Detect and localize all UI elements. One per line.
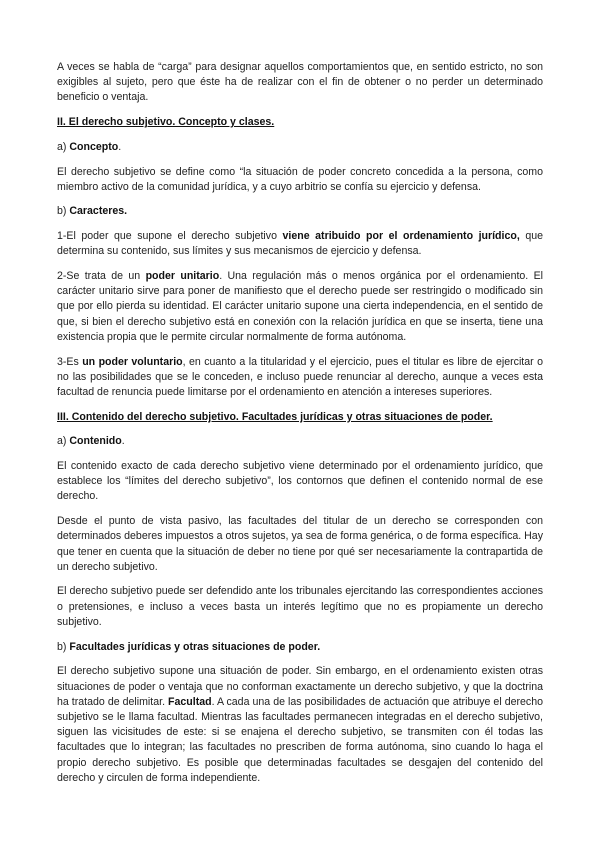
facultades-paragraph: El derecho subjetivo supone una situación de poder. Sin embargo, en el ordenamiento existen otras situaciones de poder o ventaja que no conforman exactamente un derecho subjetivo, y que la doctrina ha tratado de delimitar. Facultad. A cada una de las posibilidades de actuación que atribuye el derecho subjetivo se le llama facultad. Mientras las facultades permanecen integradas en el derecho subjetivo, siguen las vicisitudes de este: si se enajena el derecho subjetivo, se transmiten con él todas las facultades que lo integran; las facultades no prescriben de forma autónoma, sino cuando lo haga el propio derecho subjetivo. Es posible que determinadas facultades se desgajen del contenido del derecho y circulen de forma independiente. [57, 665, 543, 784]
subsection-concepto-title: a) Concepto. [57, 140, 122, 153]
subsection-facultades-title: b) Facultades jurídicas y otras situaciones de poder. [57, 640, 321, 653]
contenido-paragraph-3: El derecho subjetivo puede ser defendido ante los tribunales ejercitando las correspondientes acciones o pretensiones, e incluso a veces basta un interés legítimo que no es propiamente un derecho subjetivo. [57, 585, 543, 628]
contenido-paragraph-2: Desde el punto de vista pasivo, las facultades del titular de un derecho se corresponden con determinados deberes impuestos a otros sujetos, ya sea de forma genérica, o de forma específica. Hay que tener en cuenta que la situación de deber no tiene por qué ser necesariamente la contrapartida de un derecho subjetivo. [57, 515, 543, 573]
caracter-3-paragraph: 3-Es un poder voluntario, en cuanto a la titularidad y el ejercicio, pues el titular es libre de ejercitar o no las posibilidades que se le conceden, e incluso puede renunciar al derecho, aunque a veces esta facultad de renuncia puede limitarse por el ordenamiento en atención a intereses superiores. [57, 355, 543, 398]
contenido-paragraph-1: El contenido exacto de cada derecho subjetivo viene determinado por el ordenamiento jurídico, que establece los “límites del derecho subjetivo”, los contornos que definen el contenido normal de ese derecho. [57, 460, 543, 503]
caracter-2-paragraph: 2-Se trata de un poder unitario. Una regulación más o menos orgánica por el ordenamiento. El carácter unitario sirve para poner de manifiesto que el derecho puede ser restringido o modificado sin que por ello pierda su identidad. El carácter unitario supone una cierta independencia, en el sentido de que, si bien el derecho subjetivo está en conexión con la relación jurídica en que se inserta, tiene una existencia propia que le permite circular normalmente de forma autónoma. [57, 270, 544, 343]
caracter-1-paragraph: 1-El poder que supone el derecho subjetivo viene atribuido por el ordenamiento jurídico, que determina su contenido, sus límites y sus mecanismos de ejercicio y defensa. [57, 230, 543, 258]
section-2-heading: II. El derecho subjetivo. Concepto y clases. [57, 116, 275, 129]
concepto-paragraph: El derecho subjetivo se define como “la situación de poder concreto concedida a la persona, como miembro activo de la comunidad jurídica, y a cuyo arbitrio se confía su ejercicio y defensa. [57, 165, 543, 193]
subsection-contenido-title: a) Contenido. [57, 435, 125, 448]
section-3-heading: III. Contenido del derecho subjetivo. Facultades jurídicas y otras situaciones de poder. [57, 410, 493, 423]
intro-paragraph: A veces se habla de “carga” para designar aquellos comportamientos que, en sentido estricto, no son exigibles al sujeto, pero que éste ha de realizar con el fin de obtener o no perder un determinado beneficio o ventaja. [57, 61, 543, 104]
subsection-caracteres-title: b) Caracteres. [57, 205, 128, 218]
